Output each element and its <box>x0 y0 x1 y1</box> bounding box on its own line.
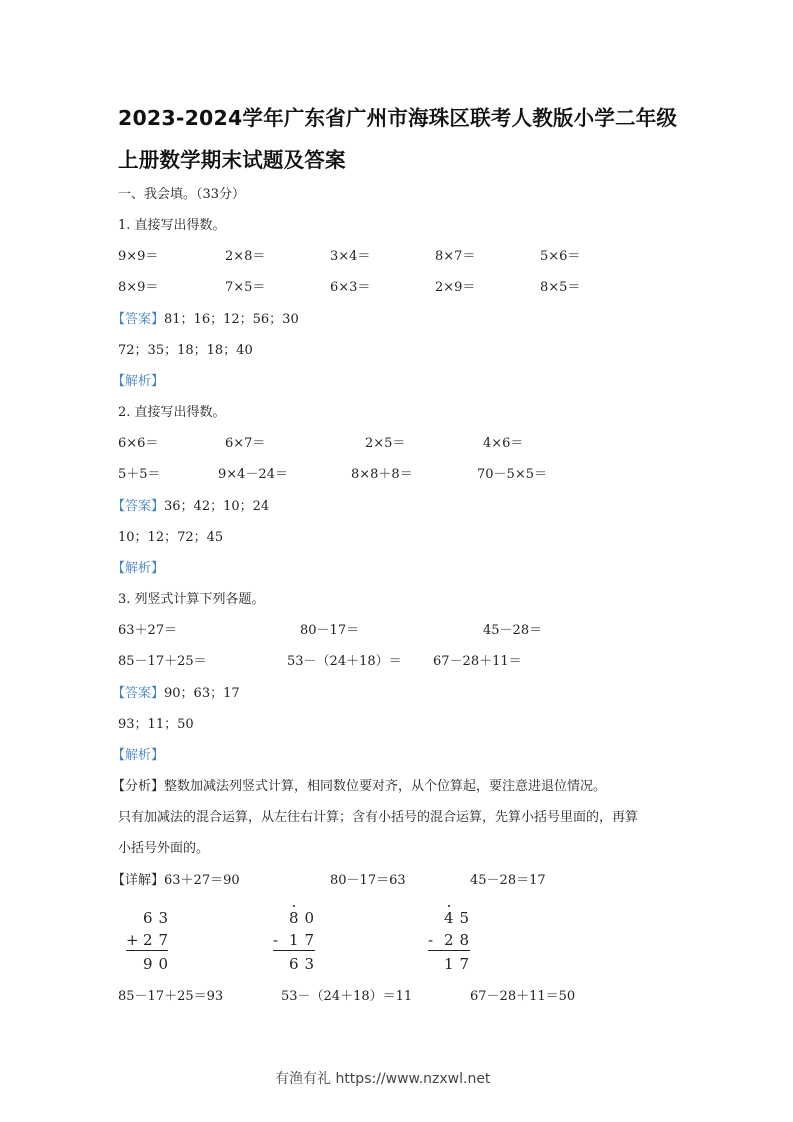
answer-line <box>112 499 269 515</box>
fenxi-line-3: 小括号外面的。 <box>118 841 210 856</box>
expr: 63＋27＝ <box>118 623 178 638</box>
q3-prompt: 3. 列竖式计算下列各题。 <box>118 592 265 607</box>
detail-expr: 53－（24＋18）＝11 <box>281 989 413 1004</box>
expr: 5×6＝ <box>540 249 581 264</box>
expr: 6×7＝ <box>225 436 266 451</box>
fenxi-line-2: 只有加减法的混合运算，从左往右计算；含有小括号的混合运算，先算小括号里面的，再算 <box>118 810 639 825</box>
vertical-bottom: 17 <box>289 931 321 949</box>
expr: 2×5＝ <box>365 436 406 451</box>
xiangjie-tag: 【详解】 <box>112 873 165 888</box>
analysis-tag: 【解析】 <box>112 374 165 389</box>
answer-text-2: 10；12；72；45 <box>118 530 224 545</box>
expr: 3×4＝ <box>330 249 371 264</box>
expr: 9×4－24＝ <box>218 467 288 482</box>
detail-expr: 63＋27＝90 <box>164 873 240 888</box>
q1-prompt: 1. 直接写出得数。 <box>118 218 226 233</box>
expr: 8×7＝ <box>435 249 476 264</box>
vertical-top: 45 <box>444 909 476 927</box>
expr: 67－28＋11＝ <box>433 654 522 669</box>
fenxi-text: 整数加减法列竖式计算，相同数位要对齐，从个位算起，要注意进退位情况。 <box>164 779 607 794</box>
title-line-1: 2023-2024学年广东省广州市海珠区联考人教版小学二年级 <box>118 106 678 130</box>
title-line-2: 上册数学期末试题及答案 <box>118 148 346 172</box>
q2-prompt: 2. 直接写出得数。 <box>118 405 226 420</box>
expr: 53－（24＋18）＝ <box>287 654 402 669</box>
answer-text-2: 72；35；18；18；40 <box>118 343 253 358</box>
expr: 8×9＝ <box>118 280 159 295</box>
expr: 2×8＝ <box>225 249 266 264</box>
answer-text: 36；42；10；24 <box>164 499 270 514</box>
section-heading: 一、我会填。（33分） <box>118 187 246 202</box>
vertical-result: 17 <box>444 955 476 973</box>
expr: 6×3＝ <box>330 280 371 295</box>
answer-tag: 【答案】 <box>112 686 165 701</box>
footer-watermark: 有渔有礼 https://www.nzxwl.net <box>275 1071 491 1087</box>
answer-text: 81；16；12；56；30 <box>164 312 299 327</box>
vertical-top: 63 <box>143 909 175 927</box>
vertical-op: - <box>273 931 285 949</box>
vertical-op: - <box>428 931 440 949</box>
expr: 9×9＝ <box>118 249 159 264</box>
vertical-rule <box>428 950 470 951</box>
expr: 8×5＝ <box>540 280 581 295</box>
detail-expr: 85－17＋25＝93 <box>118 989 224 1004</box>
expr: 45－28＝ <box>483 623 543 638</box>
expr: 8×8＋8＝ <box>351 467 413 482</box>
expr: 70－5×5＝ <box>477 467 547 482</box>
vertical-op: + <box>126 931 145 949</box>
fenxi-tag: 【分析】 <box>112 779 165 794</box>
vertical-rule <box>126 950 168 951</box>
expr: 5＋5＝ <box>118 467 161 482</box>
answer-line <box>112 312 299 328</box>
vertical-result: 90 <box>143 955 175 973</box>
detail-line <box>112 873 240 889</box>
vertical-top: 80 <box>289 909 321 927</box>
expr: 80－17＝ <box>300 623 360 638</box>
fenxi-line <box>112 779 606 795</box>
answer-text: 90；63；17 <box>164 686 240 701</box>
expr: 2×9＝ <box>435 280 476 295</box>
expr: 6×6＝ <box>118 436 159 451</box>
detail-expr: 45－28＝17 <box>470 873 546 888</box>
vertical-rule <box>273 950 315 951</box>
answer-text-2: 93；11；50 <box>118 717 194 732</box>
detail-expr: 80－17＝63 <box>330 873 406 888</box>
expr: 7×5＝ <box>225 280 266 295</box>
vertical-bottom: 28 <box>444 931 476 949</box>
answer-line <box>112 686 240 702</box>
expr: 85－17＋25＝ <box>118 654 207 669</box>
vertical-result: 63 <box>289 955 321 973</box>
answer-tag: 【答案】 <box>112 499 165 514</box>
analysis-tag: 【解析】 <box>112 561 165 576</box>
detail-expr: 67－28＋11＝50 <box>470 989 576 1004</box>
analysis-tag: 【解析】 <box>112 748 165 763</box>
vertical-bottom: 27 <box>143 931 175 949</box>
expr: 4×6＝ <box>483 436 524 451</box>
answer-tag: 【答案】 <box>112 312 165 327</box>
